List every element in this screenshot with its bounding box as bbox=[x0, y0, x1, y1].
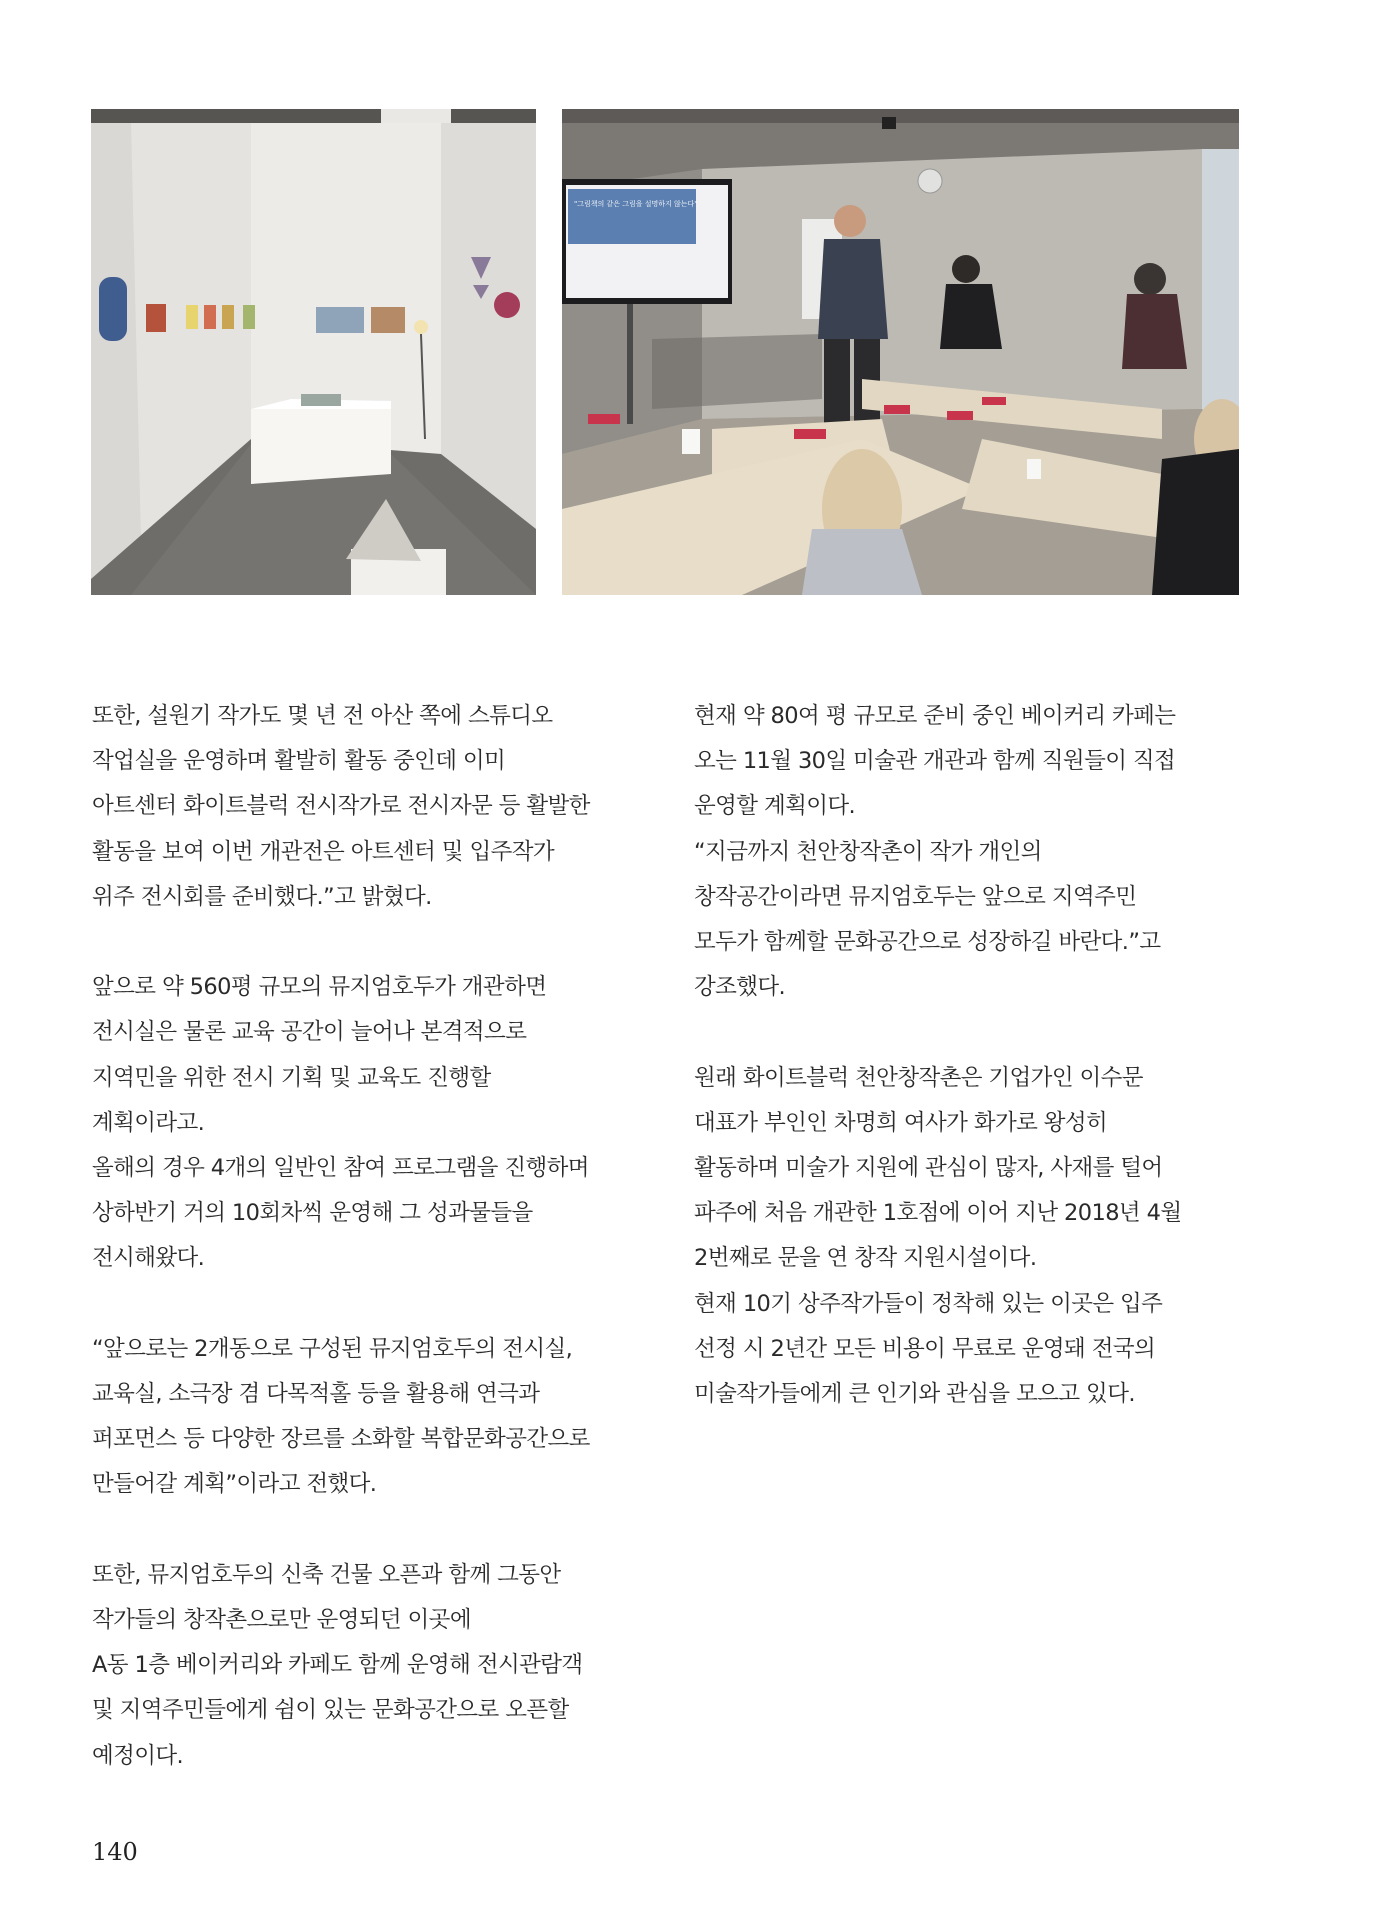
text-line: A동 1층 베이커리와 카페도 함께 운영해 전시관람객 bbox=[92, 1652, 583, 1679]
right-paragraph-1 bbox=[694, 694, 1254, 830]
text-line: 계획이라고. bbox=[92, 1109, 205, 1136]
text-line: 만들어갈 계획”이라고 전했다. bbox=[92, 1471, 377, 1498]
right-paragraph-2 bbox=[694, 830, 1254, 1011]
text-line: 파주에 처음 개관한 1호점에 이어 지난 2018년 4월 bbox=[694, 1200, 1182, 1227]
text-line: 또한, 설원기 작가도 몇 년 전 아산 쪽에 스튜디오 bbox=[92, 703, 553, 729]
text-line: 현재 약 80여 평 규모로 준비 중인 베이커리 카페는 bbox=[694, 703, 1176, 729]
gallery-photo bbox=[91, 109, 536, 595]
text-line: 올해의 경우 4개의 일반인 참여 프로그램을 진행하며 bbox=[92, 1155, 589, 1182]
text-line: 창작공간이라면 뮤지엄호두는 앞으로 지역주민 bbox=[694, 883, 1137, 910]
text-line: 강조했다. bbox=[694, 974, 786, 1001]
text-line: 위주 전시회를 준비했다.”고 밝혔다. bbox=[92, 883, 432, 910]
text-line: 오는 11월 30일 미술관 개관과 함께 직원들이 직접 bbox=[694, 748, 1176, 775]
text-line: 작업실을 운영하며 활발히 활동 중인데 이미 bbox=[92, 748, 506, 775]
left-column bbox=[92, 694, 652, 1779]
left-paragraph-3 bbox=[92, 1146, 652, 1282]
text-line: 모두가 함께할 문화공간으로 성장하길 바란다.”고 bbox=[694, 929, 1161, 956]
text-line: 및 지역주민들에게 쉼이 있는 문화공간으로 오픈할 bbox=[92, 1697, 569, 1724]
text-line: 아트센터 화이트블럭 전시작가로 전시자문 등 활발한 bbox=[92, 793, 590, 820]
text-line: 상하반기 거의 10회차씩 운영해 그 성과물들을 bbox=[92, 1200, 533, 1227]
text-line: 작가들의 창작촌으로만 운영되던 이곳에 bbox=[92, 1607, 471, 1634]
text-line: 미술작가들에게 큰 인기와 관심을 모으고 있다. bbox=[694, 1381, 1135, 1408]
text-line: 활동하며 미술가 지원에 관심이 많자, 사재를 털어 bbox=[694, 1155, 1163, 1182]
text-line: 지역민을 위한 전시 기획 및 교육도 진행할 bbox=[92, 1064, 491, 1091]
screen-title: "그림책의 같은 그림을 설명하지 않는다" bbox=[574, 200, 698, 208]
left-paragraph-4 bbox=[92, 1327, 652, 1508]
right-paragraph-4 bbox=[694, 1282, 1254, 1418]
text-line: 교육실, 소극장 겸 다목적홀 등을 활용해 연극과 bbox=[92, 1381, 540, 1408]
text-line: 활동을 보여 이번 개관전은 아트센터 및 입주작가 bbox=[92, 838, 555, 865]
text-line: 예정이다. bbox=[92, 1742, 184, 1769]
text-line: 2번째로 문을 연 창작 지원시설이다. bbox=[694, 1245, 1037, 1272]
page-number: 140 bbox=[92, 1838, 138, 1866]
left-paragraph-1 bbox=[92, 694, 652, 920]
text-line: 선정 시 2년간 모든 비용이 무료로 운영돼 전국의 bbox=[694, 1335, 1156, 1362]
text-line: 또한, 뮤지엄호두의 신축 건물 오픈과 함께 그동안 bbox=[92, 1561, 561, 1588]
text-line: 현재 10기 상주작가들이 정착해 있는 이곳은 입주 bbox=[694, 1290, 1163, 1317]
text-line: 운영할 계획이다. bbox=[694, 793, 856, 820]
text-line: 퍼포먼스 등 다양한 장르를 소화할 복합문화공간으로 bbox=[92, 1426, 590, 1453]
left-paragraph-5 bbox=[92, 1553, 652, 1779]
text-line: 앞으로 약 560평 규모의 뮤지엄호두가 개관하면 bbox=[92, 974, 547, 1001]
right-column bbox=[694, 694, 1254, 1417]
meeting-photo bbox=[562, 109, 1239, 595]
text-line: 전시실은 물론 교육 공간이 늘어나 본격적으로 bbox=[92, 1019, 527, 1046]
right-paragraph-3 bbox=[694, 1056, 1254, 1282]
left-paragraph-2 bbox=[92, 965, 652, 1146]
text-line: “지금까지 천안창작촌이 작가 개인의 bbox=[694, 838, 1042, 865]
text-line: 원래 화이트블럭 천안창작촌은 기업가인 이수문 bbox=[694, 1064, 1143, 1091]
text-line: “앞으로는 2개동으로 구성된 뮤지엄호두의 전시실, bbox=[92, 1335, 573, 1362]
text-line: 대표가 부인인 차명희 여사가 화가로 왕성히 bbox=[694, 1109, 1108, 1136]
text-line: 전시해왔다. bbox=[92, 1245, 205, 1272]
